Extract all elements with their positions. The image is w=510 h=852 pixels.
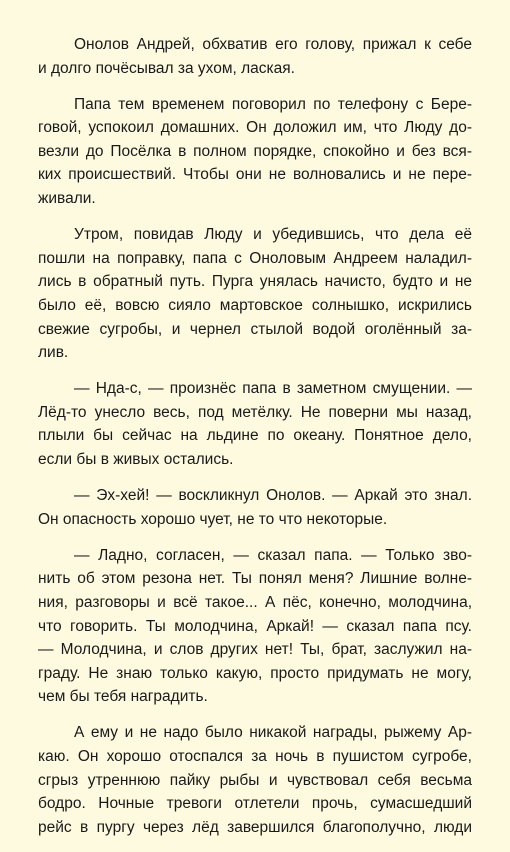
- text-line: плыли бы сейчас на льдине по океану. Понятное дело,: [38, 427, 472, 445]
- text-line: бодро. Ночные тревоги отлетели прочь, сумасшедший: [38, 795, 472, 813]
- text-line: было её, вовсю сияло мартовское солнышко, искрились: [38, 296, 472, 314]
- text-line: А ему и не надо было никакой награды, рыжему Ар-: [74, 724, 472, 742]
- text-line: Лёд-то унесло весь, под метёлку. Не поверни мы назад,: [38, 403, 472, 421]
- text-line: живали.: [38, 190, 96, 208]
- text-line: чем бы тебя наградить.: [38, 688, 208, 706]
- paragraph-1: [38, 33, 472, 80]
- paragraph-5: [38, 484, 472, 531]
- text-line: ния, разговоры и всё такое... А пёс, конечно, молодчина,: [38, 593, 472, 611]
- text-line: сгрыз утреннюю пайку рыбы и чувствовал себя весьма: [38, 771, 472, 789]
- text-line: и долго почёсывал за ухом, лаская.: [38, 59, 295, 77]
- text-line: — Ладно, согласен, — сказал папа. — Только зво-: [74, 546, 472, 564]
- paragraph-3: [38, 223, 472, 365]
- text-line: лись в обратный путь. Пурга унялась начисто, будто и не: [38, 273, 472, 291]
- text-line: — Эх-хей! — воскликнул Онолов. — Аркай это знал.: [74, 487, 472, 505]
- text-line: везли до Посёлка в полном порядке, спокойно и без вся-: [38, 142, 472, 160]
- text-line: пошли на поправку, папа с Оноловым Андреем наладил-: [38, 249, 472, 267]
- paragraph-7: [38, 721, 472, 839]
- text-line: свежие сугробы, и чернел стылой водой оголённый за-: [38, 320, 472, 338]
- text-line: — Нда-с, — произнёс папа в заметном смущении. —: [74, 380, 472, 398]
- text-line: лив.: [38, 344, 69, 362]
- paragraph-6: [38, 544, 472, 709]
- text-line: ких происшествий. Чтобы они не волновались и не пере-: [38, 166, 472, 184]
- text-line: — Молодчина, и слов других нет! Ты, брат, заслужил на-: [38, 641, 472, 659]
- book-page: [38, 33, 472, 852]
- text-line: если бы в живых остались.: [38, 451, 234, 468]
- text-line: Он опасность хорошо чует, не то что некоторые.: [38, 510, 388, 528]
- text-line: говой, успокоил домашних. Он доложил им, что Люду до-: [38, 119, 472, 137]
- text-line: Утром, повидав Люду и убедившись, что дела её: [74, 226, 472, 244]
- paragraph-2: [38, 93, 472, 211]
- text-line: граду. Не знаю только какую, просто придумать не могу,: [38, 664, 472, 682]
- text-line: Онолов Андрей, обхватив его голову, прижал к себе: [74, 36, 472, 53]
- text-line: Папа тем временем поговорил по телефону с Бере-: [74, 95, 472, 113]
- text-line: нить об этом резона нет. Ты понял меня? Лишние волне-: [38, 570, 472, 588]
- text-line: что говорить. Ты молодчина, Аркай! — сказал папа псу.: [38, 617, 472, 635]
- paragraph-4: [38, 377, 472, 471]
- text-line: каю. Он хорошо отоспался за ночь в пушистом сугробе,: [38, 748, 472, 766]
- text-line: рейс в пургу через лёд завершился благополучно, люди: [38, 818, 472, 836]
